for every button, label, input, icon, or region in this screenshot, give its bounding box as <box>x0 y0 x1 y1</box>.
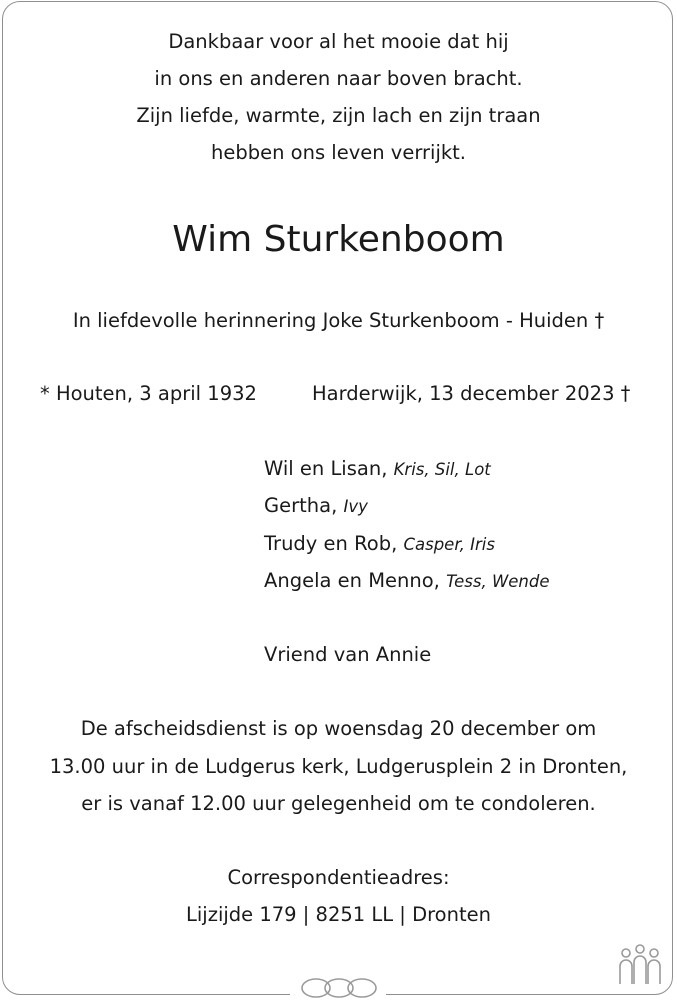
family-line <box>264 457 491 482</box>
verse-line-1: Dankbaar voor al het mooie dat hij <box>168 30 509 53</box>
deceased-name: Wim Sturkenboom <box>172 219 505 260</box>
family-line <box>264 569 550 594</box>
birth-line: * Houten, 3 april 1932 <box>40 382 257 405</box>
family-names: Trudy en Rob, <box>264 532 398 555</box>
verse-line-2: in ons en anderen naar boven bracht. <box>154 67 523 90</box>
service-line-2: 13.00 uur in de Ludgerus kerk, Ludgerusplein 2 in Dronten, <box>49 755 628 778</box>
memory-line: In liefdevolle herinnering Joke Sturkenboom - Huiden † <box>72 309 605 332</box>
family-line <box>264 532 495 557</box>
family-children: Tess, Wende <box>446 572 550 591</box>
friend-line: Vriend van Annie <box>264 643 432 666</box>
family-names: Angela en Menno, <box>264 569 440 592</box>
family-names: Gertha, <box>264 494 338 517</box>
correspondence-address: Lijzijde 179 | 8251 LL | Dronten <box>186 903 491 926</box>
service-line-3: er is vanaf 12.00 uur gelegenheid om te condoleren. <box>81 792 596 815</box>
family-children: Ivy <box>343 497 368 516</box>
verse-line-4: hebben ons leven verrijkt. <box>210 141 467 164</box>
people-group-logo-icon <box>616 944 664 986</box>
family-children: Kris, Sil, Lot <box>393 460 491 479</box>
service-line-1: De afscheidsdienst is op woensdag 20 december om <box>80 717 597 740</box>
linked-rings-icon <box>298 976 380 1000</box>
correspondence-label: Correspondentieadres: <box>227 866 450 889</box>
family-names: Wil en Lisan, <box>264 457 388 480</box>
family-line <box>264 494 368 519</box>
family-children: Casper, Iris <box>403 535 495 554</box>
death-line: Harderwijk, 13 december 2023 † <box>312 382 631 405</box>
verse-line-3: Zijn liefde, warmte, zijn lach en zijn traan <box>136 104 541 127</box>
